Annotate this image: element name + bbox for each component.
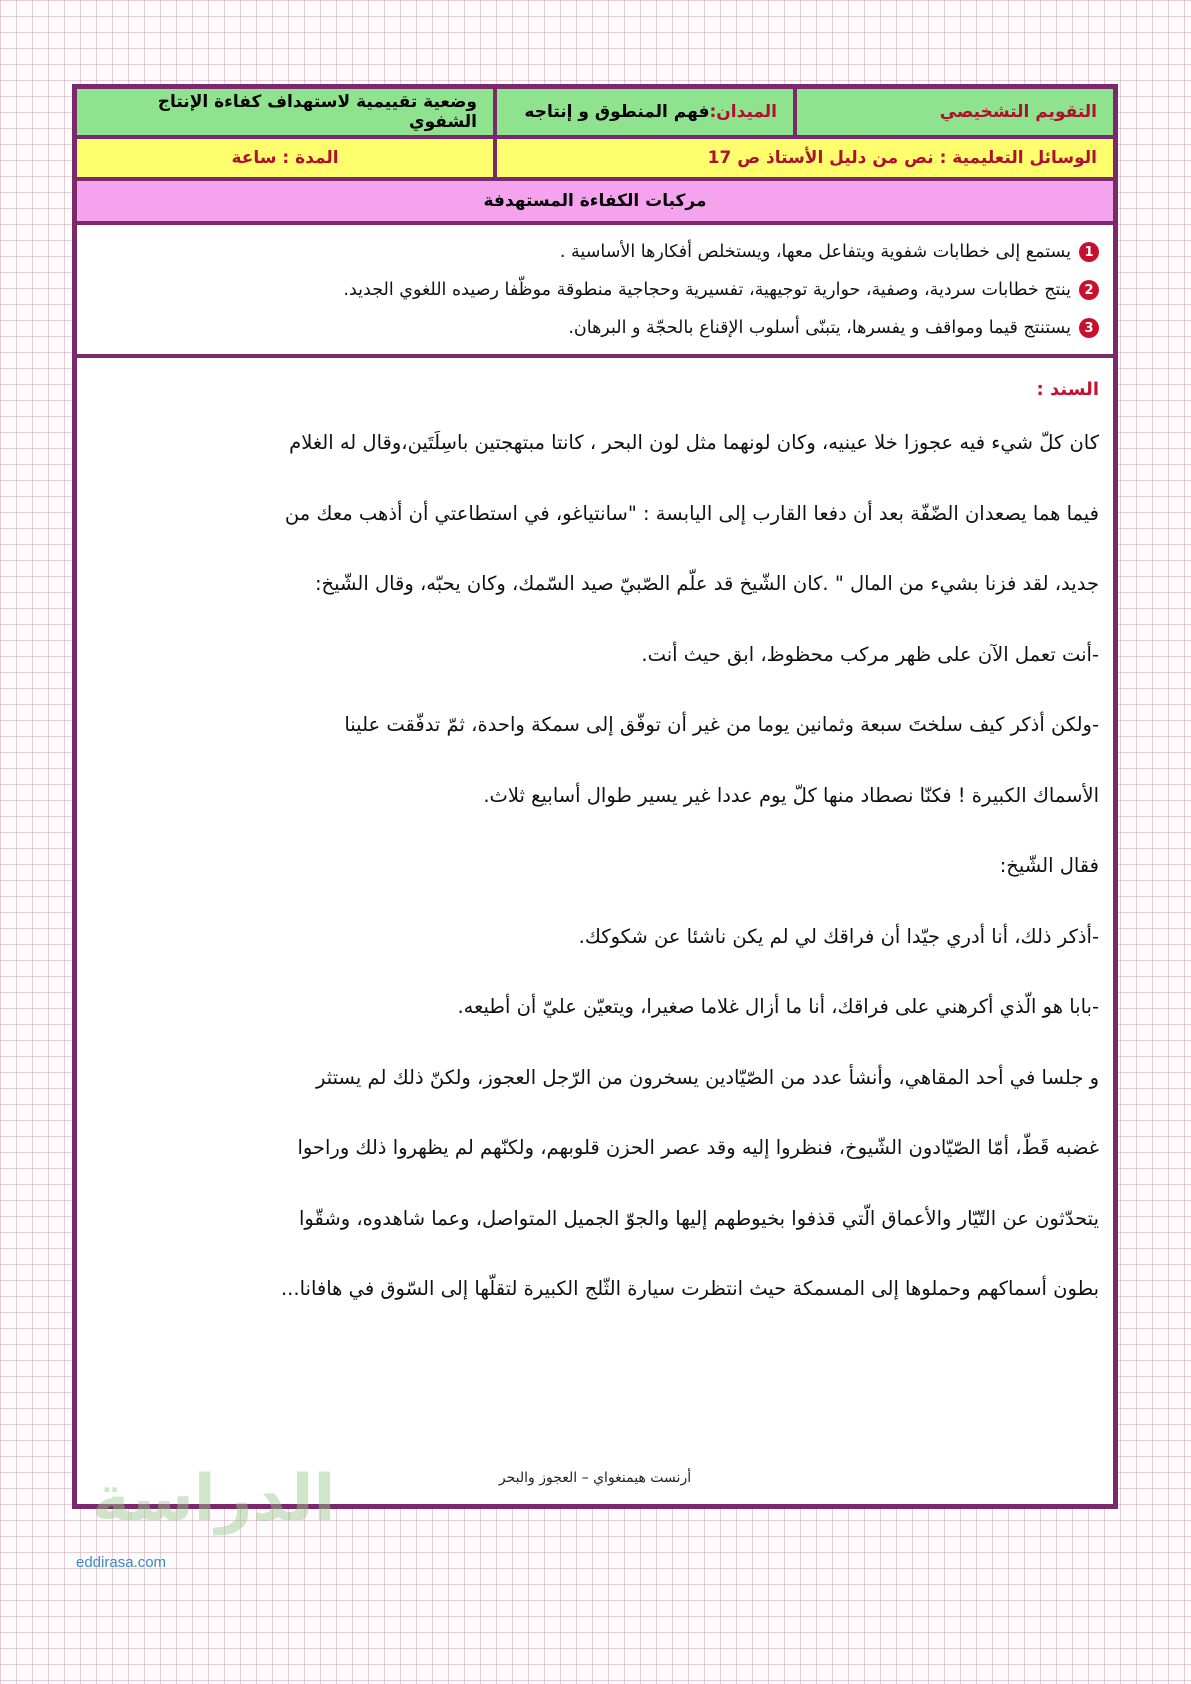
- text-line: الأسماك الكبيرة ! فكنّا نصطاد منها كلّ يوم عددا غير يسير طوال أسابيع ثلاث.: [483, 783, 1099, 807]
- text-line: -ولكن أذكر كيف سلختَ سبعة وثمانين يوما من غير أن توفّق إلى سمكة واحدة، ثمّ تدفّقت علينا: [344, 713, 1099, 736]
- situation-title: وضعية تقييمية لاستهداف كفاءة الإنتاج الشفوي: [75, 87, 495, 137]
- goal-number-badge: 3: [1079, 318, 1099, 338]
- goal-text: ينتج خطابات سردية، وصفية، حوارية توجيهية، تفسيرية وحجاجية منطوقة موظّفا رصيده اللغوي الجديد.: [343, 280, 1071, 300]
- components-title: مركبات الكفاءة المستهدفة: [75, 179, 1115, 223]
- watermark-logo: الدراسة: [92, 1462, 336, 1536]
- domain-value: فهم المنطوق و إنتاجه: [524, 102, 710, 122]
- duration: المدة : ساعة: [75, 137, 495, 179]
- story-text: [91, 408, 1099, 1325]
- author-credit: أرنست هيمنغواي – العجوز والبحر: [498, 1470, 692, 1486]
- watermark-url: eddirasa.com: [76, 1554, 167, 1571]
- domain-cell: [495, 87, 795, 137]
- text-line: فيما هما يصعدان الضّفّة بعد أن دفعا القارب إلى اليابسة : "سانتياغو، في استطاعتي أن أذهب معك من: [284, 501, 1099, 525]
- header-row-2: [75, 137, 1115, 179]
- text-line: و جلسا في أحد المقاهي، وأنشأ عدد من الصّيّادين يسخرون من الرّجل العجوز، ولكنّ ذلك لم يستثر: [315, 1065, 1099, 1089]
- text-body: [75, 356, 1115, 1506]
- text-line: بطون أسماكهم وحملوها إلى المسمكة حيث انتظرت سيارة الثّلج الكبيرة لتقلّها إلى السّوق في هافانا...: [280, 1277, 1099, 1300]
- goal-text: يستمع إلى خطابات شفوية ويتفاعل معها، ويستخلص أفكارها الأساسية .: [559, 242, 1071, 262]
- goal-item: [91, 233, 1099, 271]
- goals-list: [75, 223, 1115, 356]
- text-line: غضبه قَطّ، أمّا الصّيّادون الشّيوخ، فنظروا إليه وقد عصر الحزن قلوبهم، ولكنّهم لم يظهروا ذلك وراحوا: [297, 1136, 1099, 1159]
- text-line: يتحدّثون عن التّيّار والأعماق الّتي قذفوا بخيوطهم إليها والجوّ الجميل المتواصل، وعما شاهدوه، وشقّوا: [299, 1206, 1099, 1230]
- goal-text: يستنتج قيما ومواقف و يفسرها، يتبنّى أسلوب الإقناع بالحجّة و البرهان.: [568, 318, 1071, 338]
- goal-number-badge: 1: [1079, 242, 1099, 262]
- text-line: -أذكر ذلك، أنا أدري جيّدا أن فراقك لي لم يكن ناشئا عن شكوكك.: [578, 924, 1099, 948]
- text-line: -بابا هو الّذي أكرهني على فراقك، أنا ما أزال غلاما صغيرا، ويتعيّن عليّ أن أطيعه.: [457, 995, 1099, 1018]
- evaluation-type: التقويم التشخيصي: [795, 87, 1115, 137]
- text-line: -أنت تعمل الآن على ظهر مركب محظوظ، ابق حيث أنت.: [641, 642, 1099, 666]
- goal-item: [91, 271, 1099, 309]
- worksheet-frame: [72, 84, 1118, 1509]
- text-line: فقال الشّيخ:: [999, 854, 1099, 877]
- teaching-means: الوسائل التعليمية : نص من دليل الأستاذ ص 17: [495, 137, 1115, 179]
- source-label: السند :: [1036, 379, 1099, 400]
- goal-number-badge: 2: [1079, 280, 1099, 300]
- goal-item: [91, 309, 1099, 347]
- text-line: جديد، لقد فزنا بشيء من المال " .كان الشّيخ قد علّم الصّبيّ صيد السّمك، وكان يحبّه، وقال الشّيخ:: [314, 572, 1099, 595]
- header-row-1: [75, 87, 1115, 137]
- text-line: كان كلّ شيء فيه عجوزا خلا عينيه، وكان لونهما مثل لون البحر ، كانتا مبتهجتين باسِلَتَين،وقال له الغلام: [289, 431, 1099, 454]
- domain-label: الميدان:: [709, 102, 777, 122]
